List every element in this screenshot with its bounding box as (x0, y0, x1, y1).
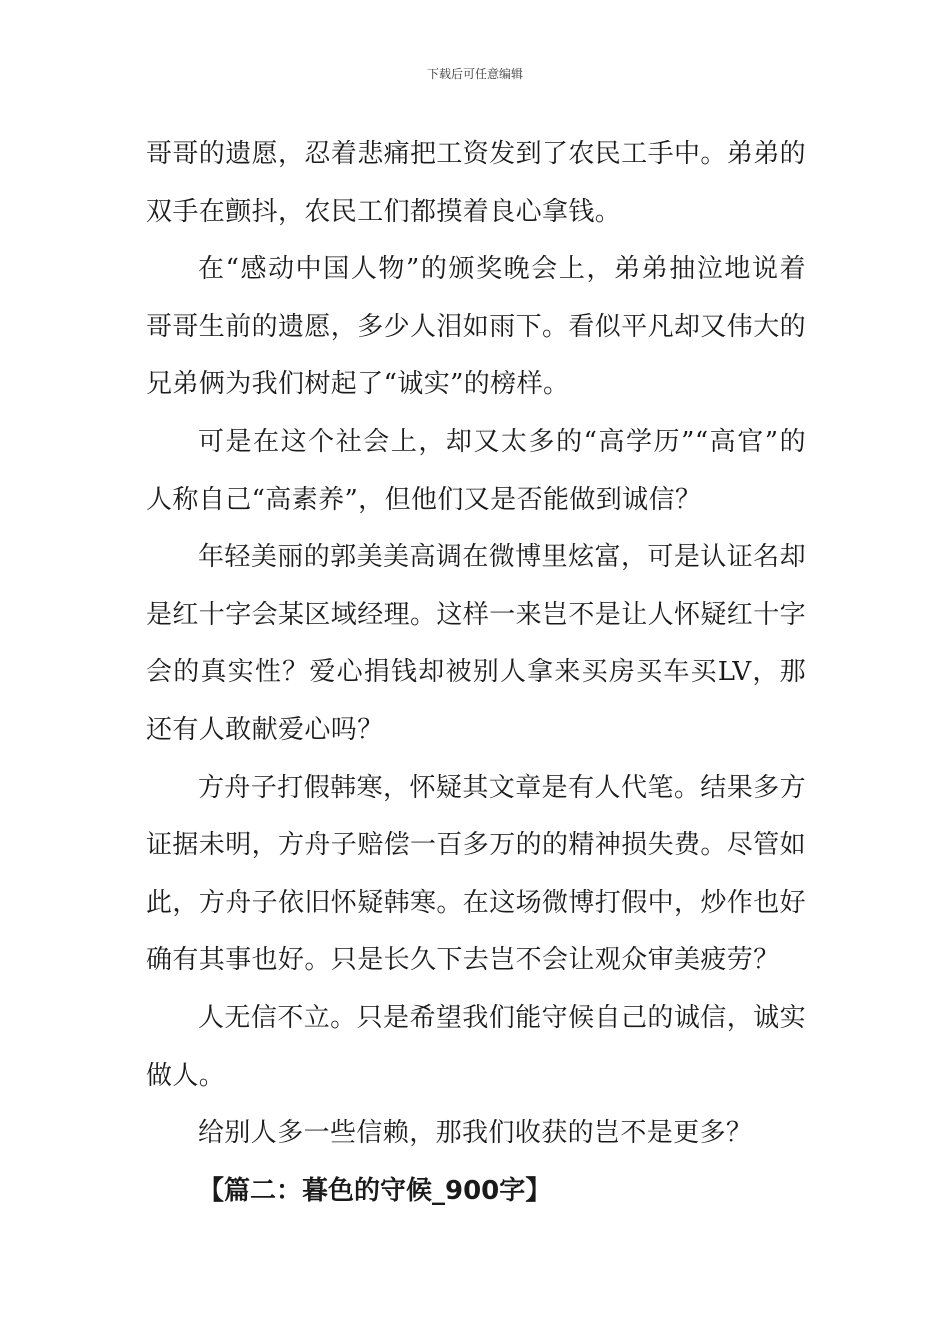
paragraph-2: 在“感动中国人物”的颁奖晚会上，弟弟抽泣地说着哥哥生前的遗愿，多少人泪如雨下。看似平凡却又伟大的兄弟俩为我们树起了“诚实”的榜样。 (146, 254, 807, 400)
paragraph-7: 给别人多一些信赖，那我们收获的岂不是更多？ (198, 1118, 753, 1149)
document-body (146, 126, 806, 1220)
paragraph-4: 年轻美丽的郭美美高调在微博里炫富，可是认证名却是红十字会某区域经理。这样一来岂不是让人怀疑红十字会的真实性？爱心捐钱却被别人拿来买房买车买LV，那还有人敢献爱心吗？ (146, 542, 807, 745)
page-header: 下载后可任意编辑 (426, 67, 523, 81)
section-title: 【篇二：暮色的守候_900字】 (198, 1175, 552, 1206)
paragraph-1: 哥哥的遗愿，忍着悲痛把工资发到了农民工手中。弟弟的双手在颤抖，农民工们都摸着良心拿钱。 (146, 139, 807, 227)
paragraph-5: 方舟子打假韩寒，怀疑其文章是有人代笔。结果多方证据未明，方舟子赔偿一百多万的的精神损失费。尽管如此，方舟子依旧怀疑韩寒。在这场微博打假中，炒作也好确有其事也好。只是长久下去岂不会让观众审美疲劳？ (146, 772, 807, 976)
paragraph-3: 可是在这个社会上，却又太多的“高学历”“高官”的人称自己“高素养”，但他们又是否能做到诚信？ (146, 426, 806, 515)
paragraph-6: 人无信不立。只是希望我们能守候自己的诚信，诚实做人。 (146, 1002, 806, 1091)
